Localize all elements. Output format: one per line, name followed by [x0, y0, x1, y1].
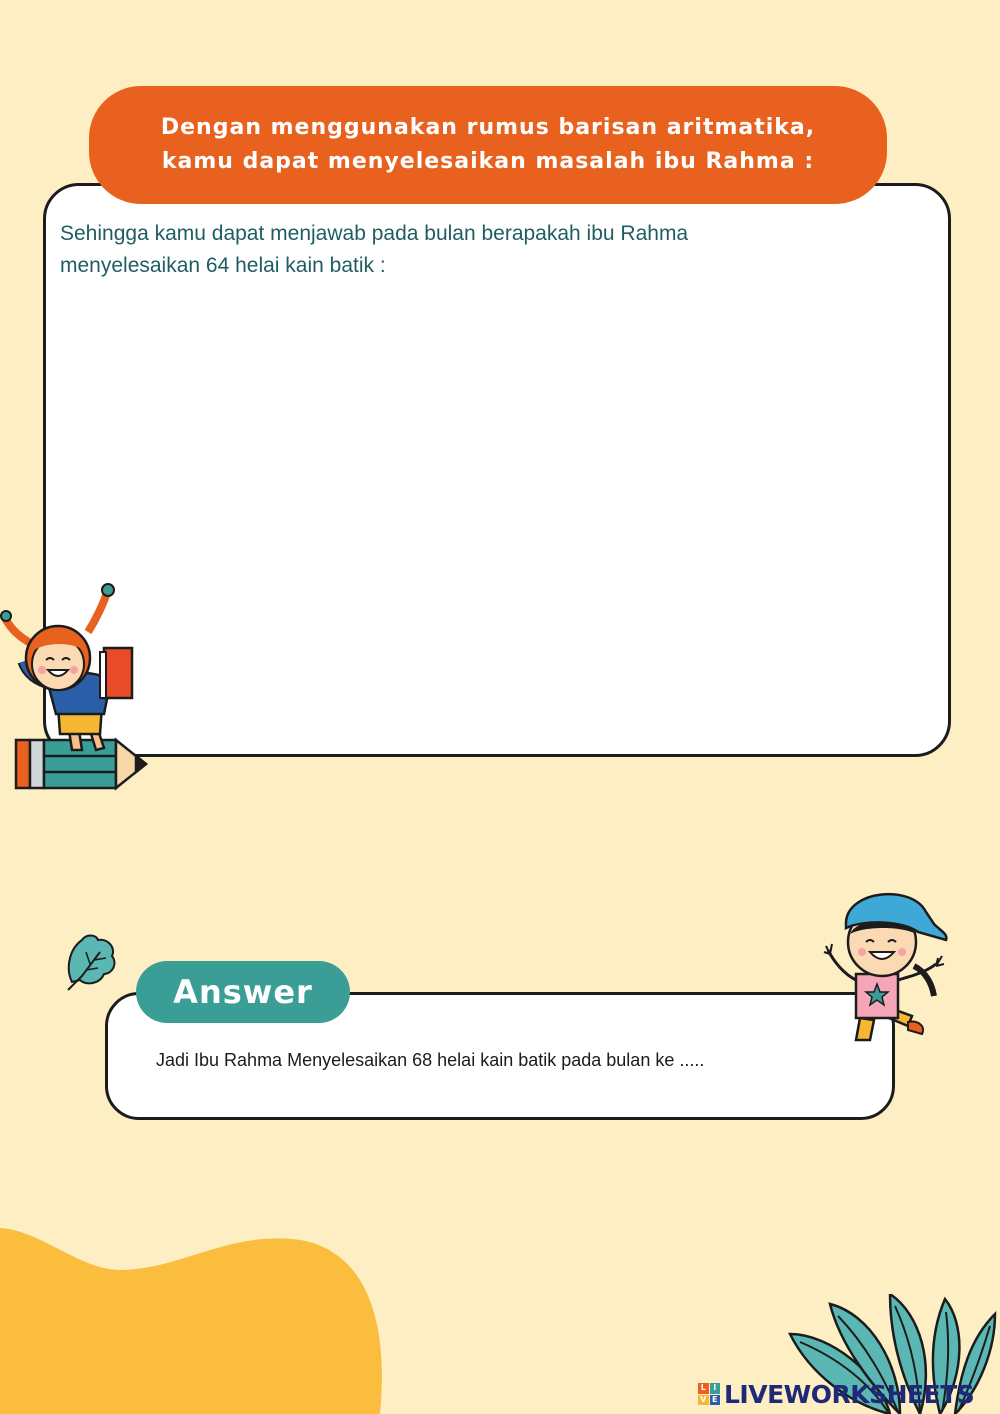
- background-blob: [0, 1200, 400, 1414]
- girl-on-pencil-illustration: [0, 574, 150, 796]
- liveworksheets-logo-icon: [698, 1383, 720, 1405]
- logo-letter-v: V: [698, 1395, 709, 1406]
- logo-letter-e: E: [710, 1395, 721, 1406]
- logo-letter-i: I: [710, 1383, 721, 1394]
- answer-tab: [136, 961, 350, 1023]
- question-line-2: menyelesaikan 64 helai kain batik :: [60, 254, 386, 277]
- header-line-2: kamu dapat menyelesaikan masalah ibu Rahma :: [161, 149, 815, 174]
- boy-with-cap-illustration: [822, 876, 954, 1046]
- answer-sentence: Jadi Ibu Rahma Menyelesaikan 68 helai kain batik pada bulan ke .....: [156, 1050, 705, 1070]
- question-line-1: Sehingga kamu dapat menjawab pada bulan berapakah ibu Rahma: [60, 222, 689, 245]
- logo-letter-l: L: [698, 1383, 709, 1394]
- liveworksheets-watermark: [698, 1378, 974, 1410]
- leaf-icon: [62, 930, 120, 992]
- header-banner: [89, 86, 887, 204]
- watermark-text: LIVEWORKSHEETS: [724, 1379, 975, 1409]
- header-line-1: Dengan menggunakan rumus barisan aritmatika,: [160, 115, 816, 140]
- answer-tab-label: Answer: [173, 973, 313, 1011]
- question-text: [60, 218, 880, 282]
